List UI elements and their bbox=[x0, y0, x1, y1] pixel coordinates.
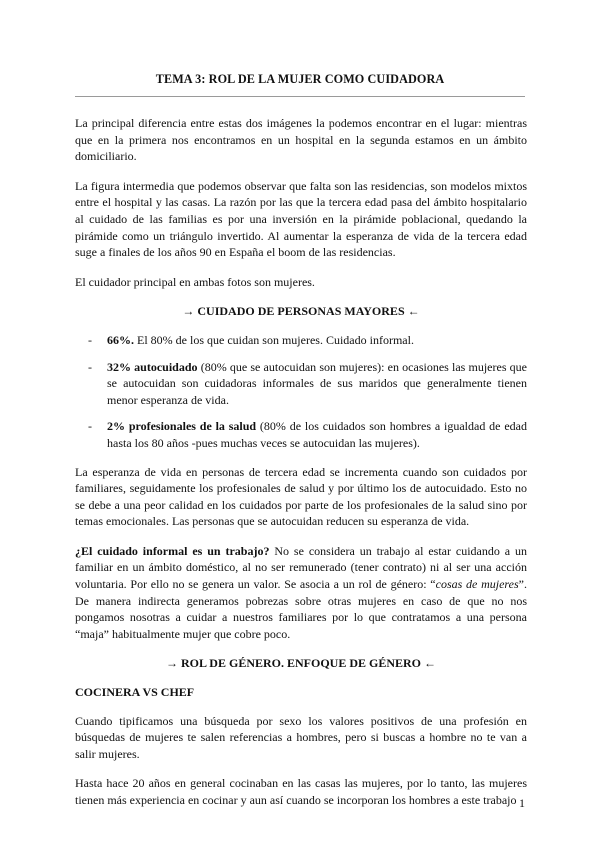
page-number: 1 bbox=[519, 796, 525, 810]
list-item-bold: 2% profesionales de la salud bbox=[107, 419, 257, 434]
list-item bbox=[75, 332, 527, 349]
list-item-bold: 32% autocuidado bbox=[107, 359, 198, 374]
paragraph-cuidado-informal bbox=[75, 543, 527, 643]
list-item-text: El 80% de los que cuidan son mujeres. Cuidado informal. bbox=[134, 332, 414, 347]
question-text-2: ”. De manera indirecta generamos pobrezas sobre otras mujeres en caso de que no nos pongamos nosotras a cuidar a nuestros familiares por lo que contratamos a una persona “maja” habitualmente mujer que cobre poco. bbox=[75, 577, 527, 641]
subheading-cocinera: COCINERA VS CHEF bbox=[75, 685, 195, 700]
dash-bullet: - bbox=[88, 359, 92, 374]
paragraph-busqueda: Cuando tipificamos una búsqueda por sexo los valores positivos de una profesión en búsquedas de mujeres te salen referencias a hombres, pero si buscas a hombre no te van a salir mujeres. bbox=[75, 713, 527, 761]
title-divider bbox=[75, 96, 525, 97]
list-item bbox=[75, 418, 527, 451]
paragraph-cuidador: El cuidador principal en ambas fotos son mujeres. bbox=[75, 274, 315, 289]
document-title: TEMA 3: ROL DE LA MUJER COMO CUIDADORA bbox=[155, 72, 445, 86]
question-bold: ¿El cuidado informal es un trabajo? bbox=[75, 543, 270, 558]
dash-bullet: - bbox=[88, 419, 92, 434]
list-item-text: (80% de los cuidados son hombres a igualdad de edad hasta los 80 años -pues muchas veces se autocuidan las mujeres). bbox=[107, 419, 527, 450]
paragraph-cocinar: Hasta hace 20 años en general cocinaban en las casas las mujeres, por lo tanto, las mujeres tienen más experiencia en cocinar y aun así cuando se incorporan los hombres a este trabajo bbox=[75, 776, 527, 807]
section-heading-cuidado: → CUIDADO DE PERSONAS MAYORES ← bbox=[182, 304, 420, 319]
paragraph-residencias: La figura intermedia que podemos observar que falta son las residencias, son modelos mixtos entre el hospital y las casas. La razón por las que la tercera edad pasa del ámbito hospitalario al cuidado de las familias es por una inversión en la pirámide poblacional, quedando la pirámide como un triángulo invertido. Al aumentar la esperanza de vida de la tercera edad suge a finales de los años 90 en España el boom de las residencias. bbox=[75, 178, 527, 260]
list-item-bold: 66%. bbox=[107, 332, 134, 347]
paragraph-esperanza: La esperanza de vida en personas de tercera edad se incrementa cuando son cuidados por familiares, seguidamente los profesionales de salud y por último los de autocuidado. Esto no se debe a una peor calidad en los cuidados por parte de los profesionales de la salud sino por temas emocionales. Las personas que se autocuidan reducen su esperanza de vida. bbox=[75, 464, 527, 529]
section-heading-genero: → ROL DE GÉNERO. ENFOQUE DE GÉNERO ← bbox=[165, 656, 437, 671]
dash-bullet: - bbox=[88, 332, 92, 347]
list-item-text: (80% que se autocuidan son mujeres): en ocasiones las mujeres que se autocuidan son cuidadoras informales de sus maridos que generalmente tienen menor esperanza de vida. bbox=[107, 359, 527, 407]
question-italic: cosas de mujeres bbox=[435, 577, 519, 592]
paragraph-intro: La principal diferencia entre estas dos imágenes la podemos encontrar en el lugar: mientras que en la primera nos encontramos en un hospital en la segunda estamos en un ámbito domiciliario. bbox=[75, 116, 527, 164]
document-body bbox=[75, 115, 527, 822]
list-item bbox=[75, 359, 527, 409]
statistics-list bbox=[75, 332, 527, 452]
question-text-1: No se considera un trabajo al estar cuidando a un familiar en un ámbito doméstico, al no ser remunerado (tener contrato) ni al ser una acción voluntaria. Por ello no se genera un valor. Se asocia a un rol de género: “ bbox=[75, 543, 527, 592]
